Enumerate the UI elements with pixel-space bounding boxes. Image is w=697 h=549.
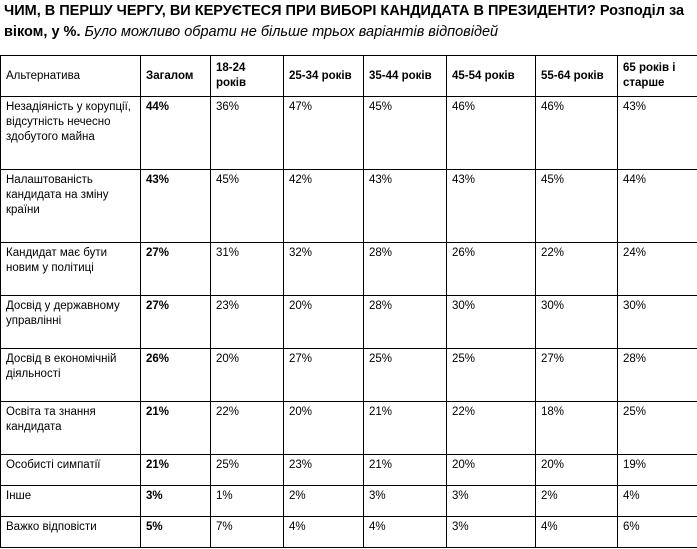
value-cell: 20%: [536, 455, 618, 486]
value-cell: 46%: [536, 97, 618, 170]
header-cell: 65 років і старше: [618, 56, 697, 97]
title-note: Було можливо обрати не більше трьох варіантів відповідей: [84, 24, 499, 40]
value-cell: 19%: [618, 455, 697, 486]
value-cell: 47%: [284, 97, 364, 170]
value-cell: 6%: [618, 517, 697, 548]
value-cell: 20%: [447, 455, 536, 486]
header-cell: 35-44 років: [364, 56, 447, 97]
value-cell: 3%: [364, 486, 447, 517]
value-cell: 44%: [618, 170, 697, 243]
value-cell: 22%: [211, 402, 284, 455]
value-cell: 1%: [211, 486, 284, 517]
header-cell: 18-24 років: [211, 56, 284, 97]
row-label: Налаштованість кандидата на зміну країни: [1, 170, 141, 243]
row-label: Важко відповісти: [1, 517, 141, 548]
row-label: Досвід у державному управлінні: [1, 296, 141, 349]
row-label: Інше: [1, 486, 141, 517]
value-cell: 7%: [211, 517, 284, 548]
value-cell: 28%: [618, 349, 697, 402]
header-cell: Загалом: [141, 56, 211, 97]
table-row: [1, 170, 697, 243]
value-cell: 4%: [618, 486, 697, 517]
page-title: [4, 1, 694, 43]
value-cell: 45%: [211, 170, 284, 243]
table-row: [1, 97, 697, 170]
value-cell: 21%: [364, 455, 447, 486]
value-cell: 30%: [447, 296, 536, 349]
row-label: Незадіяність у корупції, відсутність нечесно здобутого майна: [1, 97, 141, 170]
table-row: [1, 517, 697, 548]
value-cell: 27%: [284, 349, 364, 402]
value-cell: 28%: [364, 296, 447, 349]
value-cell: 28%: [364, 243, 447, 296]
value-cell: 25%: [364, 349, 447, 402]
value-cell: 26%: [447, 243, 536, 296]
value-cell: 24%: [618, 243, 697, 296]
value-cell: 42%: [284, 170, 364, 243]
total-cell: 3%: [141, 486, 211, 517]
row-label: Кандидат має бути новим у політиці: [1, 243, 141, 296]
value-cell: 25%: [618, 402, 697, 455]
value-cell: 30%: [536, 296, 618, 349]
value-cell: 20%: [211, 349, 284, 402]
value-cell: 20%: [284, 402, 364, 455]
value-cell: 43%: [618, 97, 697, 170]
value-cell: 25%: [211, 455, 284, 486]
value-cell: 43%: [447, 170, 536, 243]
value-cell: 23%: [284, 455, 364, 486]
value-cell: 4%: [364, 517, 447, 548]
table-row: [1, 296, 697, 349]
table-row: [1, 349, 697, 402]
title-main: ЧИМ, В ПЕРШУ ЧЕРГУ, ВИ КЕРУЄТЕСЯ ПРИ ВИБОРІ КАНДИДАТА В ПРЕЗИДЕНТИ? Розподіл за віком, у %.: [4, 3, 685, 40]
results-table: [0, 55, 697, 548]
header-cell: 55-64 років: [536, 56, 618, 97]
value-cell: 27%: [536, 349, 618, 402]
value-cell: 20%: [284, 296, 364, 349]
header-cell: 25-34 років: [284, 56, 364, 97]
value-cell: 21%: [364, 402, 447, 455]
value-cell: 45%: [536, 170, 618, 243]
header-cell: Альтернатива: [1, 56, 141, 97]
table-row: [1, 243, 697, 296]
value-cell: 46%: [447, 97, 536, 170]
table-row: [1, 455, 697, 486]
value-cell: 31%: [211, 243, 284, 296]
total-cell: 27%: [141, 243, 211, 296]
value-cell: 25%: [447, 349, 536, 402]
value-cell: 23%: [211, 296, 284, 349]
total-cell: 44%: [141, 97, 211, 170]
value-cell: 43%: [364, 170, 447, 243]
value-cell: 18%: [536, 402, 618, 455]
value-cell: 45%: [364, 97, 447, 170]
row-label: Особисті симпатії: [1, 455, 141, 486]
header-cell: 45-54 років: [447, 56, 536, 97]
value-cell: 2%: [536, 486, 618, 517]
total-cell: 27%: [141, 296, 211, 349]
value-cell: 2%: [284, 486, 364, 517]
table-row: [1, 402, 697, 455]
row-label: Досвід в економічній діяльності: [1, 349, 141, 402]
header-row: [1, 56, 697, 97]
total-cell: 21%: [141, 402, 211, 455]
value-cell: 22%: [447, 402, 536, 455]
value-cell: 4%: [284, 517, 364, 548]
total-cell: 5%: [141, 517, 211, 548]
row-label: Освіта та знання кандидата: [1, 402, 141, 455]
total-cell: 43%: [141, 170, 211, 243]
value-cell: 3%: [447, 486, 536, 517]
table-row: [1, 486, 697, 517]
value-cell: 3%: [447, 517, 536, 548]
value-cell: 32%: [284, 243, 364, 296]
value-cell: 4%: [536, 517, 618, 548]
value-cell: 30%: [618, 296, 697, 349]
value-cell: 36%: [211, 97, 284, 170]
value-cell: 22%: [536, 243, 618, 296]
total-cell: 26%: [141, 349, 211, 402]
total-cell: 21%: [141, 455, 211, 486]
